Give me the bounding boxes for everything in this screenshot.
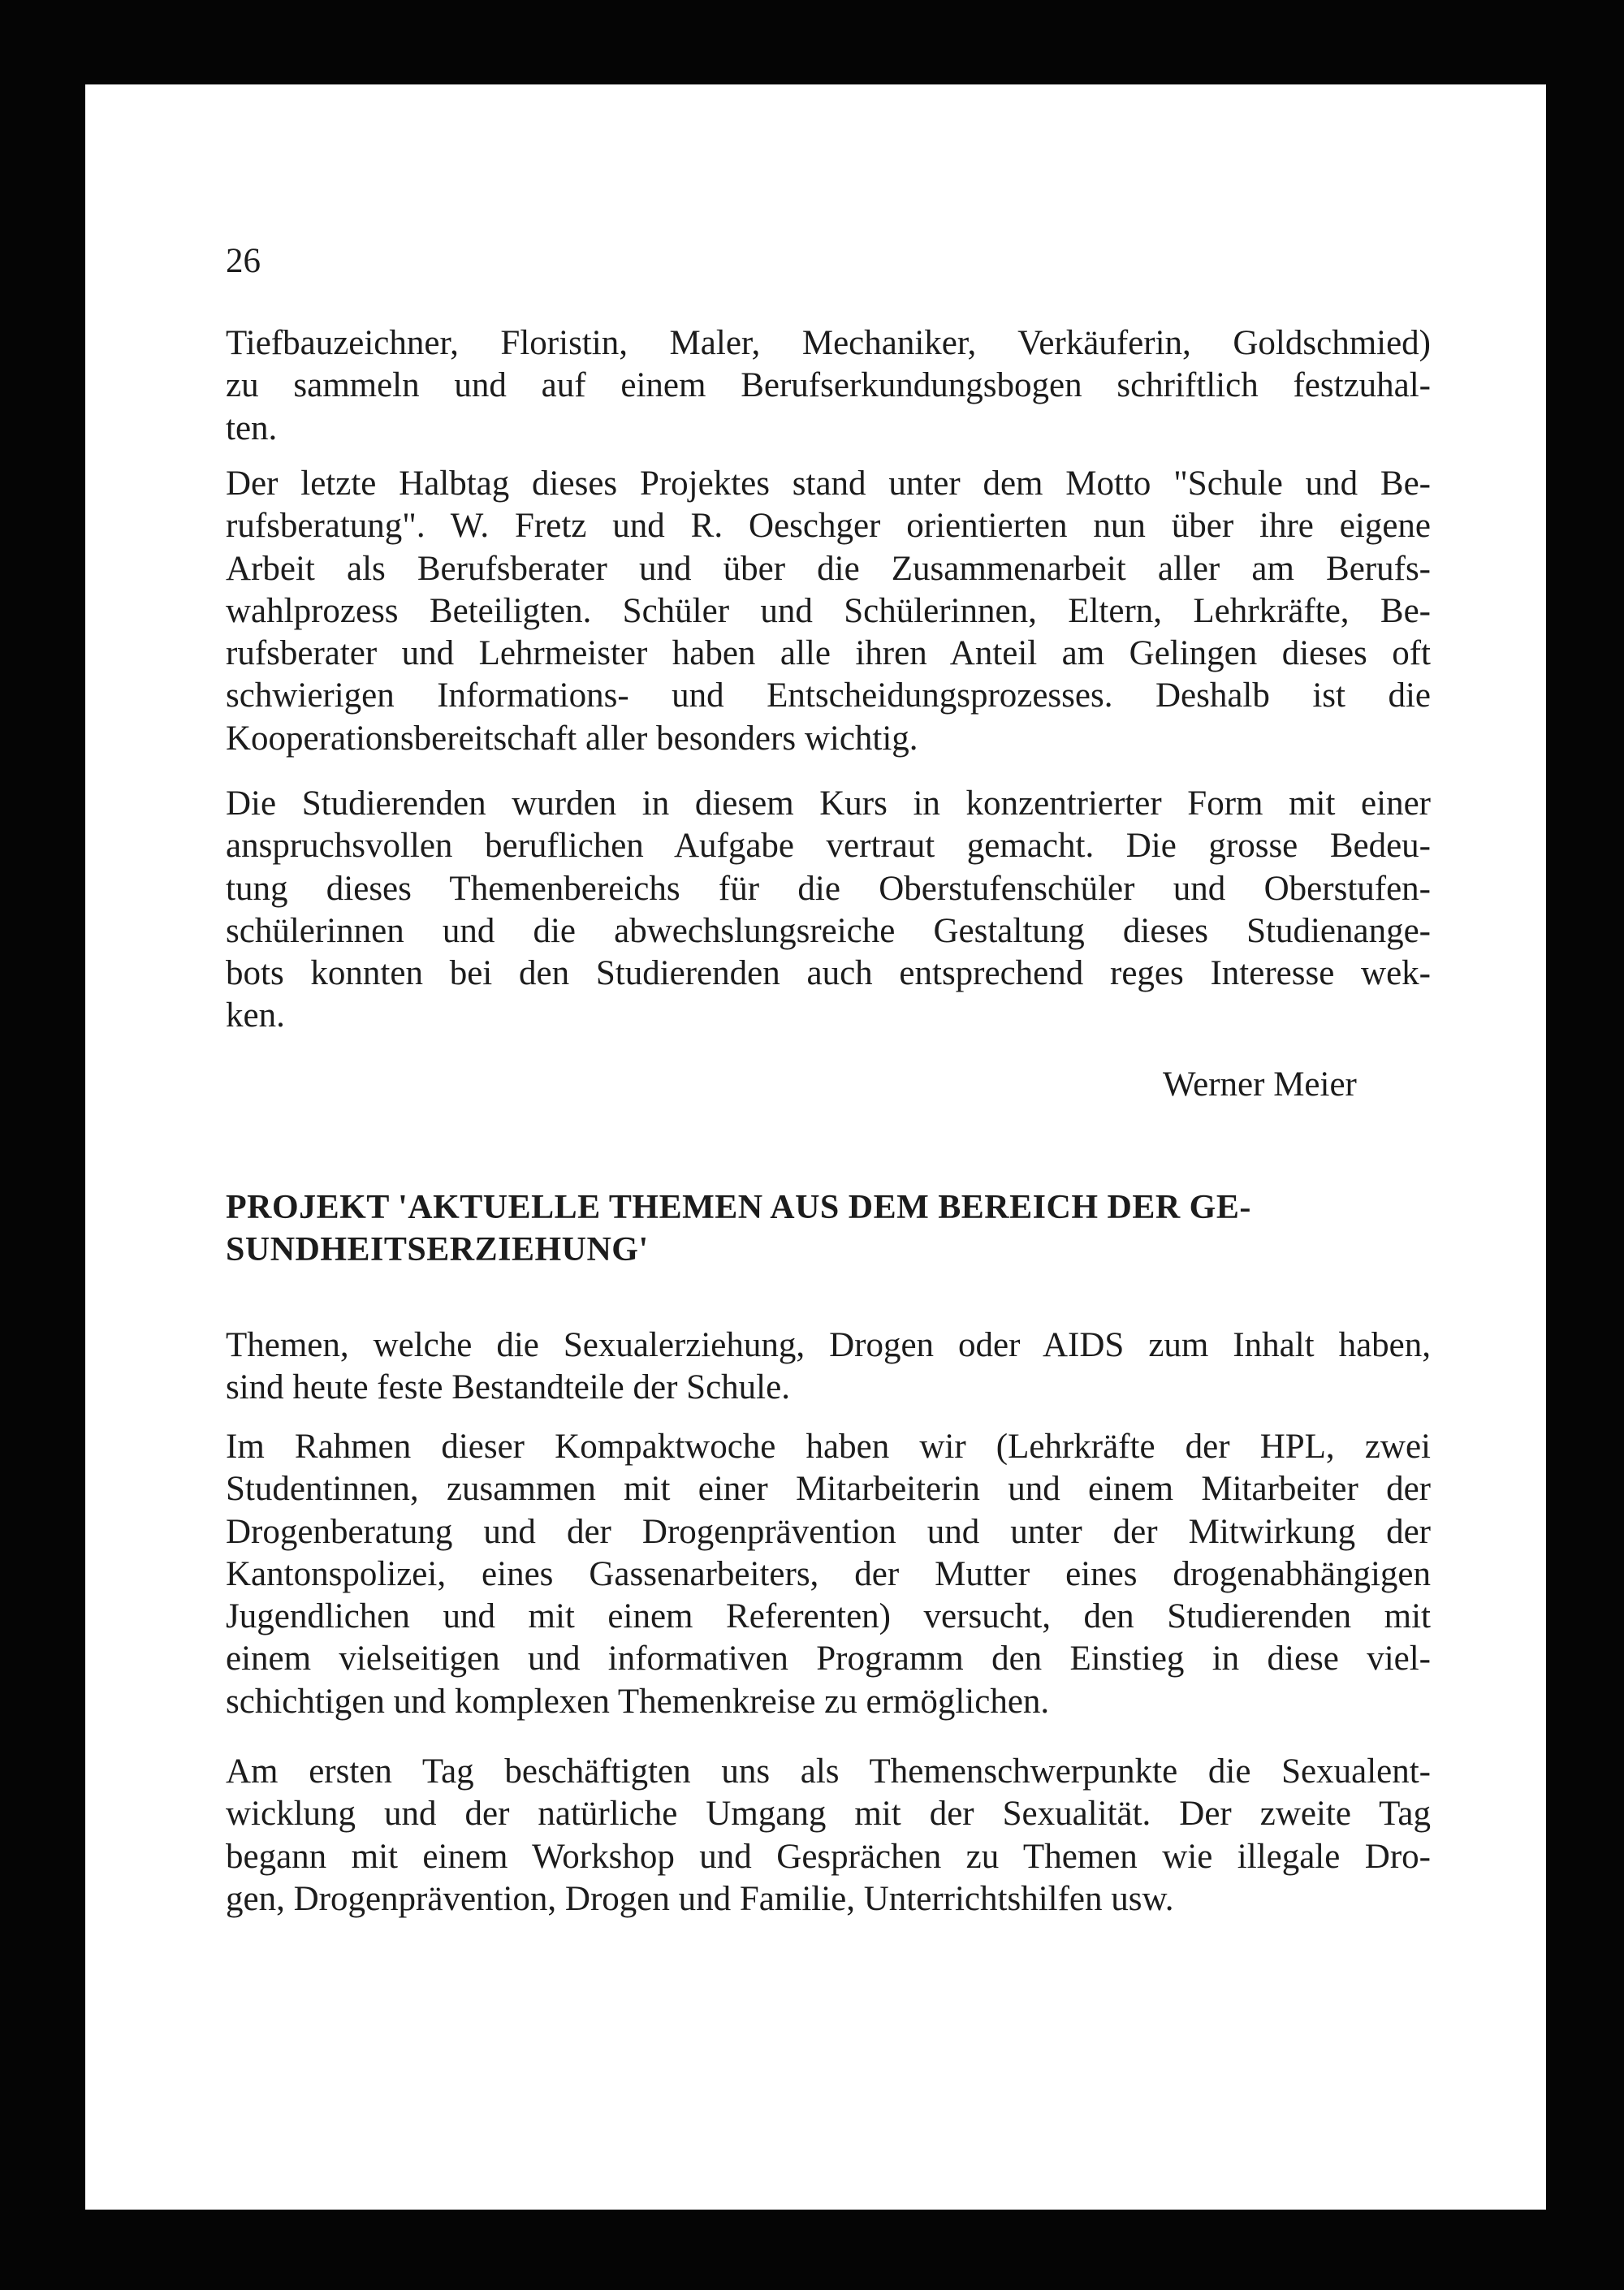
paragraph-line: Kantonspolizei, eines Gassenarbeiters, der Mutter eines drogenabhängigen [226,1554,1431,1593]
paragraph-line: Der letzte Halbtag dieses Projektes stand unter dem Motto "Schule und Be- [226,464,1431,503]
paragraph-compact-week [226,1426,1431,1723]
paragraph-line: begann mit einem Workshop und Gesprächen zu Themen wie illegale Dro- [226,1837,1431,1876]
paragraph-line: zu sammeln und auf einem Berufserkundungsbogen schriftlich festzuhal- [226,366,1431,405]
paragraph-course-summary [226,783,1431,1038]
paragraph-line: ken. [226,996,285,1035]
paragraph-line: Am ersten Tag beschäftigten uns als Themenschwerpunkte die Sexualent- [226,1752,1431,1791]
page-number: 26 [226,242,261,280]
paragraph-line: wahlprozess Beteiligten. Schüler und Schülerinnen, Eltern, Lehrkräfte, Be- [226,591,1431,630]
heading-line: SUNDHEITSERZIEHUNG' [226,1231,649,1269]
paragraph-line: wicklung und der natürliche Umgang mit der Sexualität. Der zweite Tag [226,1795,1431,1834]
heading-line: PROJEKT 'AKTUELLE THEMEN AUS DEM BEREICH DER GE- [226,1189,1251,1226]
paragraph-line: gen, Drogenprävention, Drogen und Familie, Unterrichtshilfen usw. [226,1879,1174,1918]
paragraph-line: Studentinnen, zusammen mit einer Mitarbeiterin und einem Mitarbeiter der [226,1470,1431,1509]
paragraph-line: Kooperationsbereitschaft aller besonders wichtig. [226,719,918,758]
paragraph-line: Arbeit als Berufsberater und über die Zusammenarbeit aller am Berufs- [226,549,1431,588]
paragraph-line: tung dieses Themenbereichs für die Oberstufenschüler und Oberstufen- [226,869,1431,908]
paragraph-line: rufsberatung". W. Fretz und R. Oeschger orientierten nun über ihre eigene [226,507,1431,546]
paragraph-line: Jugendlichen und mit einem Referenten) versucht, den Studierenden mit [226,1597,1431,1636]
paragraph-career-exploration-end [226,322,1431,450]
paragraph-line: anspruchsvollen beruflichen Aufgabe vertraut gemacht. Die grosse Bedeu- [226,827,1431,866]
paragraph-first-days [226,1751,1431,1921]
author-signature: Werner Meier [1163,1065,1357,1104]
paragraph-line: Themen, welche die Sexualerziehung, Drogen oder AIDS zum Inhalt haben, [226,1326,1431,1364]
paragraph-last-half-day [226,463,1431,760]
paragraph-line: rufsberater und Lehrmeister haben alle ihren Anteil am Gelingen dieses oft [226,634,1431,673]
paragraph-line: ten. [226,408,278,447]
paragraph-line: Die Studierenden wurden in diesem Kurs in konzentrierter Form mit einer [226,784,1431,823]
paragraph-line: Drogenberatung und der Drogenprävention und unter der Mitwirkung der [226,1512,1431,1551]
section-heading [226,1186,1431,1272]
paragraph-health-topics-intro [226,1324,1431,1410]
paragraph-line: einem vielseitigen und informativen Programm den Einstieg in diese viel- [226,1640,1431,1679]
paragraph-line: sind heute feste Bestandteile der Schule. [226,1368,790,1407]
document-page [85,84,1546,2210]
paragraph-line: schichtigen und komplexen Themenkreise zu ermöglichen. [226,1682,1050,1721]
paragraph-line: schwierigen Informations- und Entscheidungsprozesses. Deshalb ist die [226,676,1431,715]
paragraph-line: Tiefbauzeichner, Floristin, Maler, Mechaniker, Verkäuferin, Goldschmied) [226,324,1431,362]
paragraph-line: schülerinnen und die abwechslungsreiche Gestaltung dieses Studienange- [226,911,1431,950]
paragraph-line: Im Rahmen dieser Kompaktwoche haben wir (Lehrkräfte der HPL, zwei [226,1428,1431,1466]
paragraph-line: bots konnten bei den Studierenden auch entsprechend reges Interesse wek- [226,954,1431,993]
